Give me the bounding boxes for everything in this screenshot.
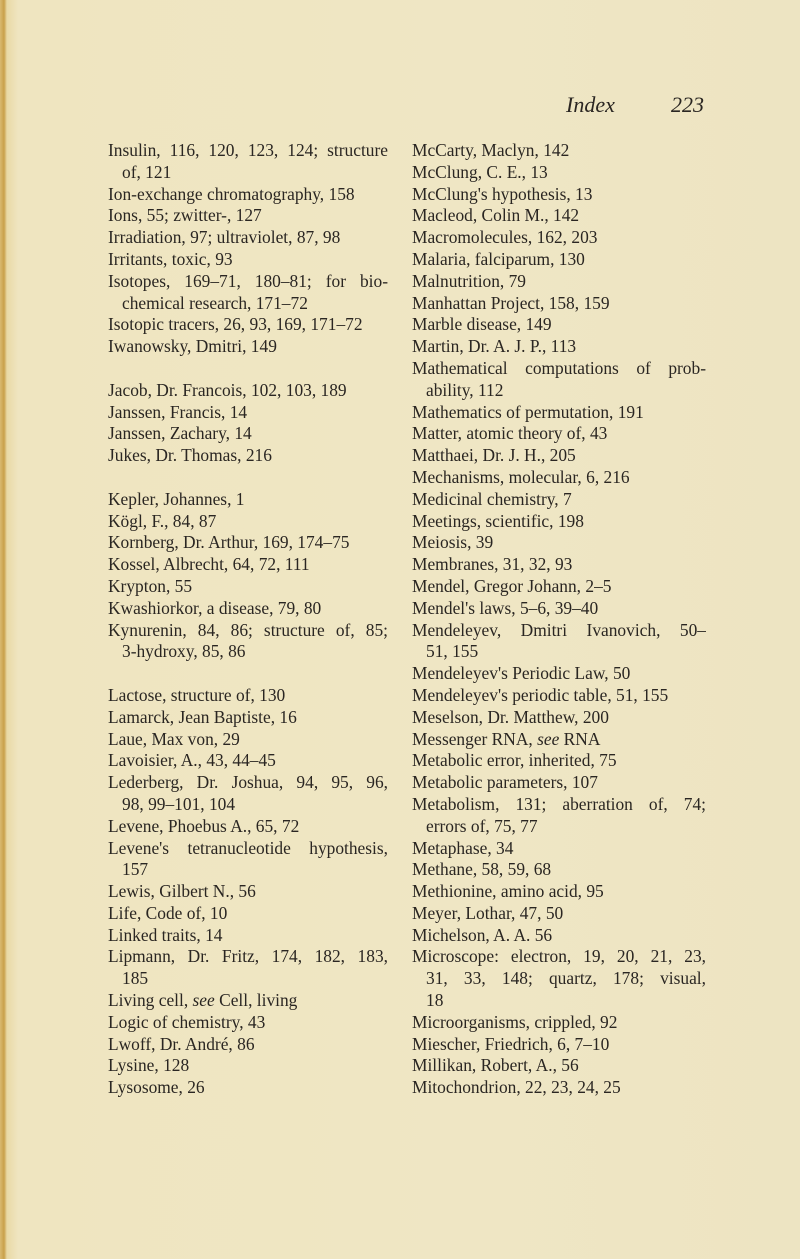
index-entry bbox=[108, 489, 388, 511]
index-entry bbox=[108, 532, 388, 554]
entry-text: Metabolic error, inherited, 75 bbox=[412, 750, 617, 771]
index-entry bbox=[412, 402, 706, 424]
entry-continuation: chemical research, 171–72 bbox=[122, 292, 308, 313]
index-entry bbox=[108, 838, 388, 882]
entry-text: Janssen, Francis, 14 bbox=[108, 401, 248, 422]
index-entry bbox=[412, 946, 706, 1011]
entry-text: Lysine, 128 bbox=[108, 1055, 190, 1076]
index-entry bbox=[108, 1012, 388, 1034]
entry-continuation: of, 121 bbox=[122, 161, 172, 182]
group-gap bbox=[108, 358, 388, 380]
index-entry bbox=[108, 881, 388, 903]
index-entry bbox=[412, 184, 706, 206]
entry-text: Ions, 55; zwitter-, 127 bbox=[108, 205, 262, 226]
index-entry bbox=[412, 1055, 706, 1077]
entry-text: Mechanisms, molecular, 6, 216 bbox=[412, 466, 630, 487]
entry-text: Jacob, Dr. Francois, 102, 103, 189 bbox=[108, 379, 347, 400]
entry-continuation: 18 bbox=[426, 990, 444, 1011]
group-gap bbox=[108, 663, 388, 685]
entry-text: Lwoff, Dr. André, 86 bbox=[108, 1033, 255, 1054]
index-entry bbox=[412, 1077, 706, 1099]
index-entry bbox=[108, 598, 388, 620]
entry-text: Metabolism, 131; aberration of, 74; bbox=[412, 793, 706, 814]
entry-text: Miescher, Friedrich, 6, 7–10 bbox=[412, 1033, 610, 1054]
entry-text: Marble disease, 149 bbox=[412, 314, 552, 335]
entry-text: Macleod, Colin M., 142 bbox=[412, 205, 580, 226]
index-entry bbox=[412, 336, 706, 358]
index-entry bbox=[412, 1034, 706, 1056]
index-entry bbox=[412, 467, 706, 489]
page-number: 223 bbox=[671, 92, 704, 117]
index-entry bbox=[108, 511, 388, 533]
index-entry bbox=[412, 925, 706, 947]
cross-reference-target: Cell, living bbox=[214, 990, 298, 1011]
entry-text-before: Living cell, bbox=[108, 990, 193, 1011]
entry-text: Mathematics of permutation, 191 bbox=[412, 401, 644, 422]
entry-text: Malnutrition, 79 bbox=[412, 270, 526, 291]
index-entry bbox=[412, 293, 706, 315]
entry-text: Microorganisms, crippled, 92 bbox=[412, 1011, 618, 1032]
index-entry bbox=[412, 140, 706, 162]
entry-text: Laue, Max von, 29 bbox=[108, 728, 240, 749]
index-entry bbox=[108, 314, 388, 336]
entry-text: Jukes, Dr. Thomas, 216 bbox=[108, 445, 272, 466]
index-entry bbox=[412, 685, 706, 707]
entry-text: Matthaei, Dr. J. H., 205 bbox=[412, 445, 576, 466]
entry-text: Isotopic tracers, 26, 93, 169, 171–72 bbox=[108, 314, 363, 335]
entry-text: Life, Code of, 10 bbox=[108, 902, 228, 923]
index-entry bbox=[412, 227, 706, 249]
index-entry bbox=[108, 946, 388, 990]
index-entry bbox=[412, 249, 706, 271]
index-entry bbox=[108, 1034, 388, 1056]
entry-text: McCarty, Maclyn, 142 bbox=[412, 140, 570, 160]
entry-continuation: 157 bbox=[122, 859, 149, 880]
index-entry bbox=[412, 881, 706, 903]
entry-text: Lactose, structure of, 130 bbox=[108, 684, 286, 705]
group-gap bbox=[108, 467, 388, 489]
entry-text: Michelson, A. A. 56 bbox=[412, 924, 553, 945]
entry-text: Kynurenin, 84, 86; structure of, 85; bbox=[108, 619, 388, 640]
index-entry bbox=[108, 205, 388, 227]
entry-continuation: 51, 155 bbox=[426, 641, 479, 662]
entry-text: McClung, C. E., 13 bbox=[412, 161, 548, 182]
entry-text: Methionine, amino acid, 95 bbox=[412, 881, 604, 902]
index-letter-group bbox=[108, 380, 388, 467]
entry-text: Meselson, Dr. Matthew, 200 bbox=[412, 706, 609, 727]
index-entry bbox=[412, 620, 706, 664]
entry-text: Membranes, 31, 32, 93 bbox=[412, 554, 573, 575]
entry-text: Malaria, falciparum, 130 bbox=[412, 248, 585, 269]
index-entry bbox=[108, 423, 388, 445]
index-entry bbox=[108, 729, 388, 751]
index-entry bbox=[108, 903, 388, 925]
entry-text: Lavoisier, A., 43, 44–45 bbox=[108, 750, 276, 771]
index-entry bbox=[412, 794, 706, 838]
entry-text bbox=[108, 990, 388, 1012]
entry-text: Martin, Dr. A. J. P., 113 bbox=[412, 336, 577, 357]
index-entry bbox=[108, 816, 388, 838]
entry-text: Levene's tetranucleotide hypothesis, bbox=[108, 837, 388, 858]
entry-text: Mitochondrion, 22, 23, 24, 25 bbox=[412, 1077, 621, 1098]
index-entry bbox=[412, 423, 706, 445]
index-entry bbox=[412, 271, 706, 293]
entry-text: Kepler, Johannes, 1 bbox=[108, 488, 245, 509]
entry-text: Lewis, Gilbert N., 56 bbox=[108, 881, 256, 902]
entry-text: Logic of chemistry, 43 bbox=[108, 1011, 266, 1032]
index-entry bbox=[412, 598, 706, 620]
entry-text: Microscope: electron, 19, 20, 21, 23, bbox=[412, 946, 706, 967]
index-entry bbox=[108, 772, 388, 816]
entry-text: Isotopes, 169–71, 180–81; for bio- bbox=[108, 270, 388, 291]
index-column-right bbox=[412, 140, 706, 1099]
index-entry bbox=[108, 184, 388, 206]
entry-text: Janssen, Zachary, 14 bbox=[108, 423, 252, 444]
index-entry bbox=[412, 838, 706, 860]
entry-text: Irradiation, 97; ultraviolet, 87, 98 bbox=[108, 227, 341, 248]
entry-text: Methane, 58, 59, 68 bbox=[412, 859, 552, 880]
index-entry bbox=[412, 532, 706, 554]
index-entry bbox=[108, 707, 388, 729]
index-entry bbox=[412, 576, 706, 598]
index-entry bbox=[412, 859, 706, 881]
index-entry bbox=[412, 750, 706, 772]
running-head-title: Index bbox=[566, 92, 615, 117]
entry-continuation: 31, 33, 148; quartz, 178; visual, bbox=[426, 968, 706, 989]
index-entry bbox=[108, 620, 388, 664]
index-entry bbox=[108, 271, 388, 315]
entry-text: Meiosis, 39 bbox=[412, 532, 494, 553]
entry-text: Mathematical computations of prob- bbox=[412, 357, 706, 378]
entry-text bbox=[412, 729, 706, 751]
index-entry bbox=[108, 1055, 388, 1077]
entry-text: Irritants, toxic, 93 bbox=[108, 248, 233, 269]
index-letter-group bbox=[108, 489, 388, 663]
index-entry bbox=[412, 489, 706, 511]
index-entry bbox=[108, 576, 388, 598]
see-reference: see bbox=[537, 728, 560, 749]
entry-continuation: ability, 112 bbox=[426, 379, 504, 400]
index-entry bbox=[412, 663, 706, 685]
index-entry bbox=[108, 685, 388, 707]
entry-continuation: 3-hydroxy, 85, 86 bbox=[122, 641, 246, 662]
index-letter-group bbox=[412, 140, 706, 1099]
entry-text: Kornberg, Dr. Arthur, 169, 174–75 bbox=[108, 532, 350, 553]
entry-text: Mendeleyev's Periodic Law, 50 bbox=[412, 663, 631, 684]
entry-text: Kwashiorkor, a disease, 79, 80 bbox=[108, 597, 322, 618]
index-entry bbox=[412, 162, 706, 184]
index-letter-group bbox=[108, 685, 388, 1099]
entry-text: Linked traits, 14 bbox=[108, 924, 223, 945]
entry-text: Lipmann, Dr. Fritz, 174, 182, 183, bbox=[108, 946, 388, 967]
entry-text: Kossel, Albrecht, 64, 72, 111 bbox=[108, 554, 310, 575]
entry-text: Lamarck, Jean Baptiste, 16 bbox=[108, 706, 297, 727]
index-entry bbox=[108, 1077, 388, 1099]
entry-text: Meetings, scientific, 198 bbox=[412, 510, 584, 531]
index-entry bbox=[108, 925, 388, 947]
running-header bbox=[0, 92, 800, 118]
index-entry bbox=[108, 750, 388, 772]
entry-text: Mendeleyev's periodic table, 51, 155 bbox=[412, 684, 669, 705]
index-entry bbox=[412, 772, 706, 794]
entry-text: Mendeleyev, Dmitri Ivanovich, 50– bbox=[412, 619, 706, 640]
entry-text: Mendel's laws, 5–6, 39–40 bbox=[412, 597, 599, 618]
index-entry bbox=[108, 445, 388, 467]
entry-text: Metabolic parameters, 107 bbox=[412, 772, 598, 793]
entry-text: Lysosome, 26 bbox=[108, 1077, 205, 1098]
index-entry bbox=[108, 249, 388, 271]
entry-text: Ion-exchange chromatography, 158 bbox=[108, 183, 355, 204]
index-entry bbox=[412, 511, 706, 533]
index-letter-group bbox=[108, 140, 388, 358]
entry-text: Mendel, Gregor Johann, 2–5 bbox=[412, 575, 612, 596]
entry-text: Insulin, 116, 120, 123, 124; structure bbox=[108, 140, 388, 160]
entry-text: McClung's hypothesis, 13 bbox=[412, 183, 593, 204]
index-entry bbox=[412, 554, 706, 576]
index-entry bbox=[412, 358, 706, 402]
see-reference: see bbox=[192, 990, 215, 1011]
index-entry bbox=[412, 729, 706, 751]
index-entry bbox=[108, 554, 388, 576]
index-entry bbox=[108, 402, 388, 424]
index-entry bbox=[108, 140, 388, 184]
index-entry bbox=[108, 227, 388, 249]
index-entry bbox=[412, 707, 706, 729]
entry-continuation: 98, 99–101, 104 bbox=[122, 793, 236, 814]
cross-reference-target: RNA bbox=[559, 728, 601, 749]
entry-text: Krypton, 55 bbox=[108, 575, 193, 596]
entry-text: Millikan, Robert, A., 56 bbox=[412, 1055, 579, 1076]
index-entry bbox=[412, 445, 706, 467]
index-entry bbox=[412, 314, 706, 336]
entry-text: Levene, Phoebus A., 65, 72 bbox=[108, 815, 300, 836]
index-column-left bbox=[108, 140, 388, 1099]
entry-continuation: errors of, 75, 77 bbox=[426, 815, 538, 836]
entry-text: Medicinal chemistry, 7 bbox=[412, 488, 572, 509]
index-entry bbox=[108, 380, 388, 402]
entry-text-before: Messenger RNA, bbox=[412, 728, 538, 749]
entry-text: Matter, atomic theory of, 43 bbox=[412, 423, 608, 444]
index-entry bbox=[412, 1012, 706, 1034]
index-entry bbox=[108, 990, 388, 1012]
entry-continuation: 185 bbox=[122, 968, 149, 989]
index-entry bbox=[412, 205, 706, 227]
entry-text: Meyer, Lothar, 47, 50 bbox=[412, 902, 564, 923]
index-entry bbox=[108, 336, 388, 358]
entry-text: Metaphase, 34 bbox=[412, 837, 514, 858]
entry-text: Kögl, F., 84, 87 bbox=[108, 510, 217, 531]
entry-text: Manhattan Project, 158, 159 bbox=[412, 292, 610, 313]
entry-text: Macromolecules, 162, 203 bbox=[412, 227, 598, 248]
entry-text: Iwanowsky, Dmitri, 149 bbox=[108, 336, 277, 357]
entry-text: Lederberg, Dr. Joshua, 94, 95, 96, bbox=[108, 772, 388, 793]
index-entry bbox=[412, 903, 706, 925]
